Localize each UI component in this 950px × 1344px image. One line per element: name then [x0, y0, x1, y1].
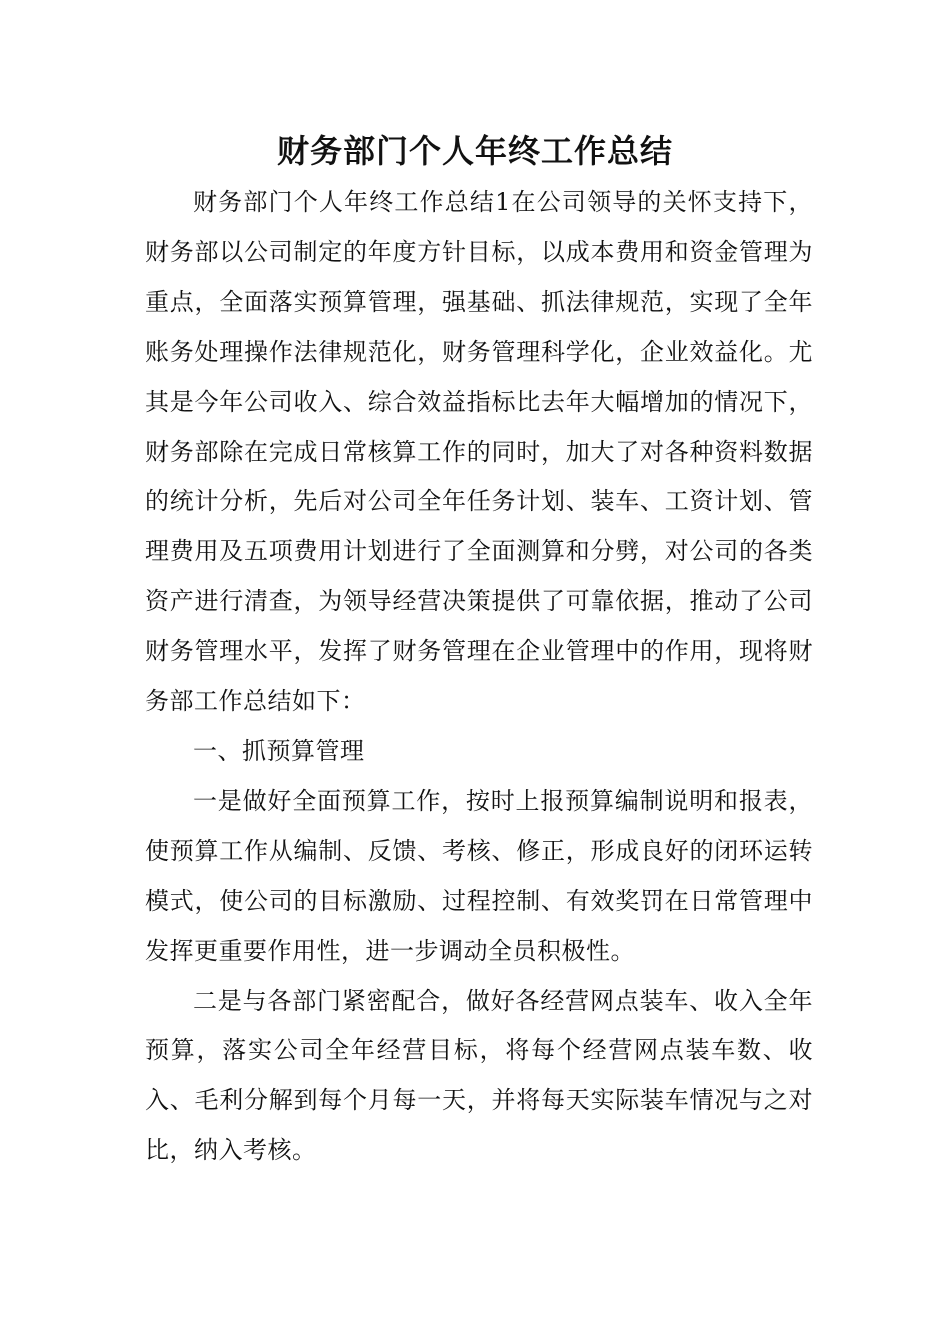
section-heading-budget: 一、抓预算管理 [193, 736, 365, 765]
document-title: 财务部门个人年终工作总结 [276, 132, 673, 170]
paragraph-budget-first: 一是做好全面预算工作，按时上报预算编制说明和报表，使预算工作从编制、反馈、考核、修正，形成良好的闭环运转模式，使公司的目标激励、过程控制、有效奖罚在日常管理中发挥更重要作用性，进一步调动全员积极性。 [145, 786, 813, 965]
paragraph-intro: 财务部门个人年终工作总结1在公司领导的关怀支持下，财务部以公司制定的年度方针目标，以成本费用和资金管理为重点，全面落实预算管理，强基础、抓法律规范，实现了全年账务处理操作法律规范化，财务管理科学化，企业效益化。尤其是今年公司收入、综合效益指标比去年大幅增加的情况下，财务部除在完成日常核算工作的同时，加大了对各种资料数据的统计分析，先后对公司全年任务计划、装车、工资计划、管理费用及五项费用计划进行了全面测算和分劈，对公司的各类资产进行清查，为领导经营决策提供了可靠依据，推动了公司财务管理水平，发挥了财务管理在企业管理中的作用，现将财务部工作总结如下： [145, 188, 813, 716]
document-body [145, 178, 813, 1176]
paragraph-budget-second: 二是与各部门紧密配合，做好各经营网点装车、收入全年预算，落实公司全年经营目标，将每个经营网点装车数、收入、毛利分解到每个月每一天，并将每天实际装车情况与之对比，纳入考核。 [145, 986, 813, 1165]
